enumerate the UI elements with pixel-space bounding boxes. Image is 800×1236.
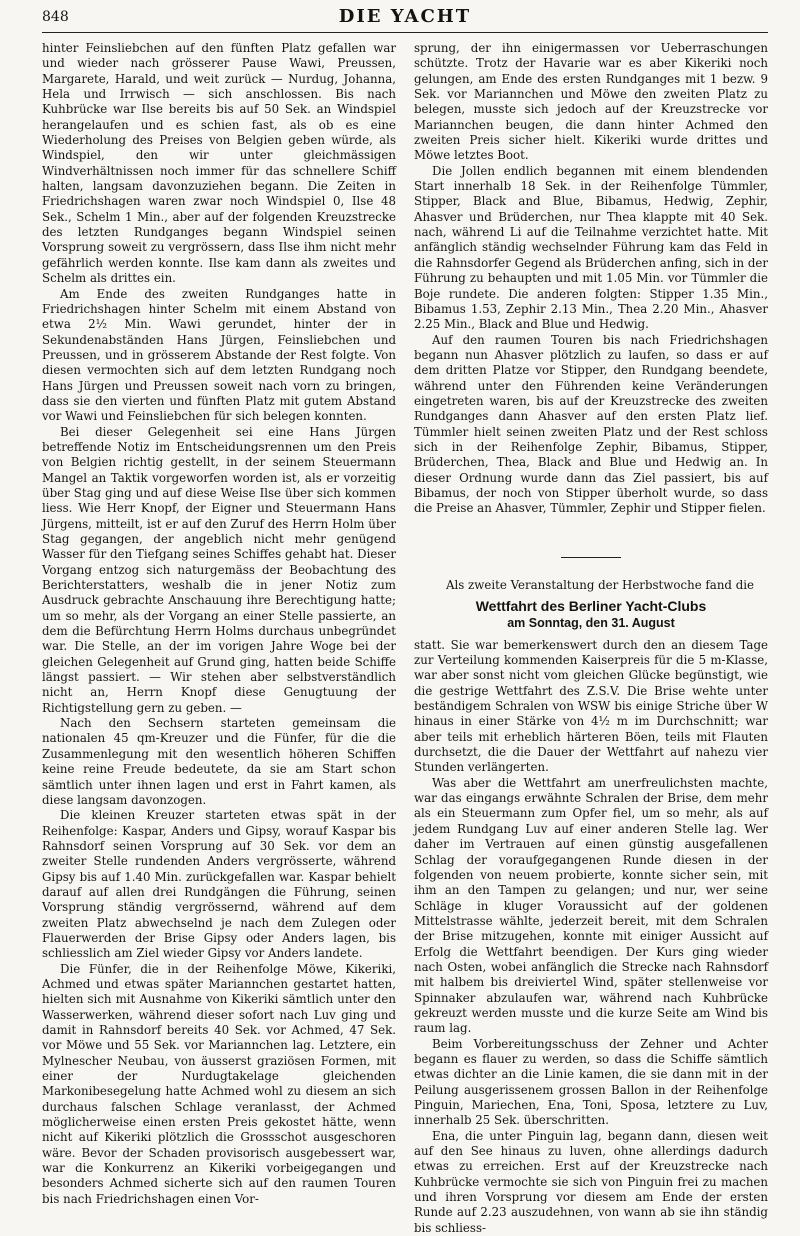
paragraph: Die Jollen endlich begannen mit einem blendenden Start innerhalb 18 Sek. in der Reihenfolge Tümmler, Stipper, Black and Blue, Bibamus, Hedwig, Zephir, Ahasver und Brüderchen, nur Thea klappte mit 40 Sek. nach, während Li auf die Teilnahme verzichtet hatte. Mit anfänglich ständig wechselnder Führung kam das Feld in die Rahnsdorfer Gegend als Brüderchen anfing, sich in der Führung zu behaupten und mit 1.05 Min. vor Tümmler die Boje rundete. Die anderen folgten: Stipper 1.35 Min., Bibamus 1.53, Zephir 2.13 Min., Thea 2.20 Min., Ahasver 2.25 Min., Black and Blue und Hedwig. <box>414 163 768 332</box>
article-subtitle: am Sonntag, den 31. August <box>507 616 675 631</box>
paragraph: Bei dieser Gelegenheit sei eine Hans Jürgen betreffende Notiz im Entscheidungsrennen um den Preis von Belgien richtig gestellt, in der seinem Steuermann Mangel an Taktik vorgeworfen worden ist, als er vorzeitig über Stag ging und auf diese Weise Ilse über sich kommen liess. Wie Herr Knopf, der Eigner und Steuermann Hans Jürgens, mitteilt, ist er auf den Zuruf des Herrn Holm über Stag gegangen, der angeblich nicht mehr genügend Wasser für den Tiefgang seines Schiffes gehabt hat. Dieser Vorgang entzog sich naturgemäss der Beobachtung des Berichterstatters, weshalb die in jener Notiz zum Ausdruck gebrachte Anschauung ihre Berechtigung hatte; um so mehr, als der Vorgang an einer Stelle passierte, an dem die Befürchtung Herrn Holms durchaus unbegründet war. Die Stelle, an der im vorigen Jahre Woge bei der gleichen Gelegenheit auf Grund ging, hatten beide Schiffe längst passiert. — Wir stehen aber selbstverständlich nicht an, Herrn Knopf diese Genugtuung der Richtigstellung gern zu geben. — <box>42 424 396 715</box>
page-header <box>42 6 768 33</box>
paragraph: Was aber die Wettfahrt am unerfreulichsten machte, war das eingangs erwähnte Schralen der Brise, dem mehr als ein Steuermann zum Opfer fiel, um so mehr, als auf jedem Rundgang Luv auf einer anderen Stelle lag. Wer daher im Vertrauen auf einen günstig ausgefallenen Schlag der voraufgegangenen Runde diesen in der folgenden von neuem probierte, konnte sicher sein, mit ihm an den Tampen zu gelangen; und nur, wer seine Schläge in kluger Voraussicht auf der goldenen Mittelstrasse wählte, jederzeit bereit, mit dem Schralen der Brise mitzugehen, konnte mit einiger Aussicht auf Erfolg die Wettfahrt beendigen. Der Kurs ging wieder nach Osten, wobei anfänglich die Strecke nach Rahnsdorf mit halbem bis dreiviertel Wind, später stellenweise vor Spinnaker abzulaufen war, während nach Kuhbrücke gekreuzt werden musste und die kurze Seite am Wind bis raum lag. <box>414 775 768 1036</box>
paragraph: statt. Sie war bemerkenswert durch den an diesem Tage zur Verteilung kommenden Kaiserpreis für die 5 m-Klasse, war aber sonst nicht vom gleichen Glücke begünstigt, wie die gestrige Wettfahrt des Z.S.V. Die Brise wehte unter beständigem Schralen von WSW bis einige Striche über W hinaus in einer Stärke von 4½ m im Durchschnitt; war aber teils mit erheblich härteren Böen, teils mit Flauten durchsetzt, die die Dauer der Wettfahrt auf nahezu vier Stunden verlängerten. <box>414 637 768 775</box>
paragraph: Beim Vorbereitungsschuss der Zehner und Achter begann es flauer zu werden, so dass die Schiffe sämtlich etwas dichter an die Linie kamen, die sie dann mit in der Peilung ausgerissenem grossen Ballon in der Reihenfolge Pinguin, Mariechen, Ena, Toni, Sposa, letztere zu Luv, innerhalb 25 Sek. überschritten. <box>414 1036 768 1128</box>
paragraph: Auf den raumen Touren bis nach Friedrichshagen begann nun Ahasver plötzlich zu laufen, so dass er auf dem dritten Platze vor Stipper, den Rundgang beendete, während unter den Führenden keine Veränderungen eingetreten waren, bis auf der Kreuzstrecke des zweiten Rundganges dann Ahasver auf den ersten Platz lief. Tümmler hielt seinen zweiten Platz und der Rest schloss sich in der Reihenfolge Zephir, Bibamus, Stipper, Brüderchen, Thea, Black and Blue und Hedwig an. In dieser Ordnung wurde dann das Ziel passiert, bis auf Bibamus, der noch von Stipper überholt wurde, so dass die Preise an Ahasver, Tümmler, Zephir und Stipper fielen. <box>414 332 768 516</box>
paragraph: sprung, der ihn einigermassen vor Ueberraschungen schützte. Trotz der Havarie war es aber Kikeriki noch gelungen, am Ende des ersten Rundganges mit 1 bezw. 9 Sek. vor Mariannchen und Möwe den zweiten Platz zu belegen, musste sich jedoch auf der Kreuzstrecke vor Mariannchen beugen, die dann hinter Achmed den zweiten Preis sicher hielt. Kikeriki wurde drittes und Möwe letztes Boot. <box>414 41 768 163</box>
paragraph: Ena, die unter Pinguin lag, begann dann, diesen weit auf den See hinaus zu luven, ohne allerdings dadurch etwas zu erreichen. Erst auf der Kreuzstrecke nach Kuhbrücke vermochte sie sich von Pinguin frei zu machen und ihren Vorsprung vor diesem am Ende der ersten Runde auf 2.23 auszudehnen, von wann ab sie ihn ständig bis schliess- <box>414 1128 768 1235</box>
paragraph: Die kleinen Kreuzer starteten etwas spät in der Reihenfolge: Kaspar, Anders und Gipsy, worauf Kaspar bis Rahnsdorf seinen Vorsprung auf 30 Sek. vor dem an zweiter Stelle rundenden Anders vergrösserte, während Gipsy bis auf 1.40 Min. zurückgefallen war. Kaspar behielt darauf auf allen drei Rundgängen die Führung, seinen Vorsprung ständig vergrössernd, während auf dem zweiten Platz abwechselnd je nach dem Zulegen oder Flauerwerden der Brise Gipsy oder Anders lagen, bis schliesslich am Ziel wieder Gipsy vor Anders landete. <box>42 808 396 961</box>
journal-title: DIE YACHT <box>338 6 472 27</box>
paragraph: Die Fünfer, die in der Reihenfolge Möwe, Kikeriki, Achmed und etwas später Mariannchen gestartet hatten, hielten sich mit Ausnahme von Kikeriki sämtlich unter den Wasserwerken, während dieser sofort nach Luv ging und damit in Rahnsdorf bereits 40 Sek. vor Achmed, 47 Sek. vor Möwe und 55 Sek. vor Mariannchen lag. Letztere, ein Mylnescher Neubau, von äusserst graziösen Formen, mit einer der Nurdugtakelage gleichenden Markonibesegelung hatte Achmed wohl zu diesem an sich durchaus falschen Schlage veranlasst, der Achmed möglicherweise einen ersten Preis gekostet hätte, wenn nicht auf Kikeriki plötzlich die Grossschot ausgeschoren wäre. Bevor der Schaden provisorisch ausgebessert war, war die Konkurrenz an Kikeriki vorbeigegangen und besonders Achmed sicherte sich auf den raumen Touren bis nach Friedrichshagen einen Vor- <box>42 961 396 1206</box>
article-intro: Als zweite Veranstaltung der Herbstwoche fand die <box>445 577 755 592</box>
section-divider <box>561 557 621 558</box>
article-title: Wettfahrt des Berliner Yacht-Clubs <box>475 598 707 614</box>
page-number: 848 <box>42 9 69 25</box>
paragraph: Am Ende des zweiten Rundganges hatte in Friedrichshagen hinter Schelm mit einem Abstand von etwa 2½ Min. Wawi gerundet, hinter der in Sekundenabständen Hans Jürgen, Feinsliebchen und Preussen, und in grösserem Abstande der Rest folgte. Von diesen vermochten sich auf dem letzten Rundgang noch Hans Jürgen und Preussen soweit nach vorn zu bringen, dass sie den vierten und fünften Platz mit gutem Abstand vor Wawi und Feinsliebchen für sich belegen konnten. <box>42 286 396 424</box>
left-column <box>42 41 396 1236</box>
right-column <box>414 41 768 1236</box>
text-columns <box>42 41 768 1236</box>
paragraph: hinter Feinsliebchen auf den fünften Platz gefallen war und wieder nach grösserer Pause Wawi, Preussen, Margarete, Harald, und weit zurück — Nurdug, Johanna, Hela und Irrwisch — sich anschlossen. Bis nach Kuhbrücke war Ilse bereits bis auf 50 Sek. an Windspiel herangelaufen und es schien fast, als ob es eine Wiederholung des Preises von Belgien geben würde, als Windspiel, den wir unter gleichmässigen Windverhältnissen noch immer für das schnellere Schiff halten, langsam davonzuziehen begann. Die Zeiten in Friedrichshagen waren zwar noch Windspiel 0, Ilse 48 Sek., Schelm 1 Min., aber auf der folgenden Kreuzstrecke des letzten Rundganges begann Windspiel seinen Vorsprung soweit zu vergrössern, dass Ilse ihm nicht mehr gefährlich werden konnte. Ilse kam dann als zweites und Schelm als drittes ein. <box>42 41 396 286</box>
paragraph: Nach den Sechsern starteten gemeinsam die nationalen 45 qm-Kreuzer und die Fünfer, für die die Zusammenlegung mit den wesentlich höheren Schiffen keine reine Freude bedeutete, da sie am Start schon sämtlich unter ihnen lagen und erst in Fahrt kamen, als diese langsam davonzogen. <box>42 716 396 807</box>
